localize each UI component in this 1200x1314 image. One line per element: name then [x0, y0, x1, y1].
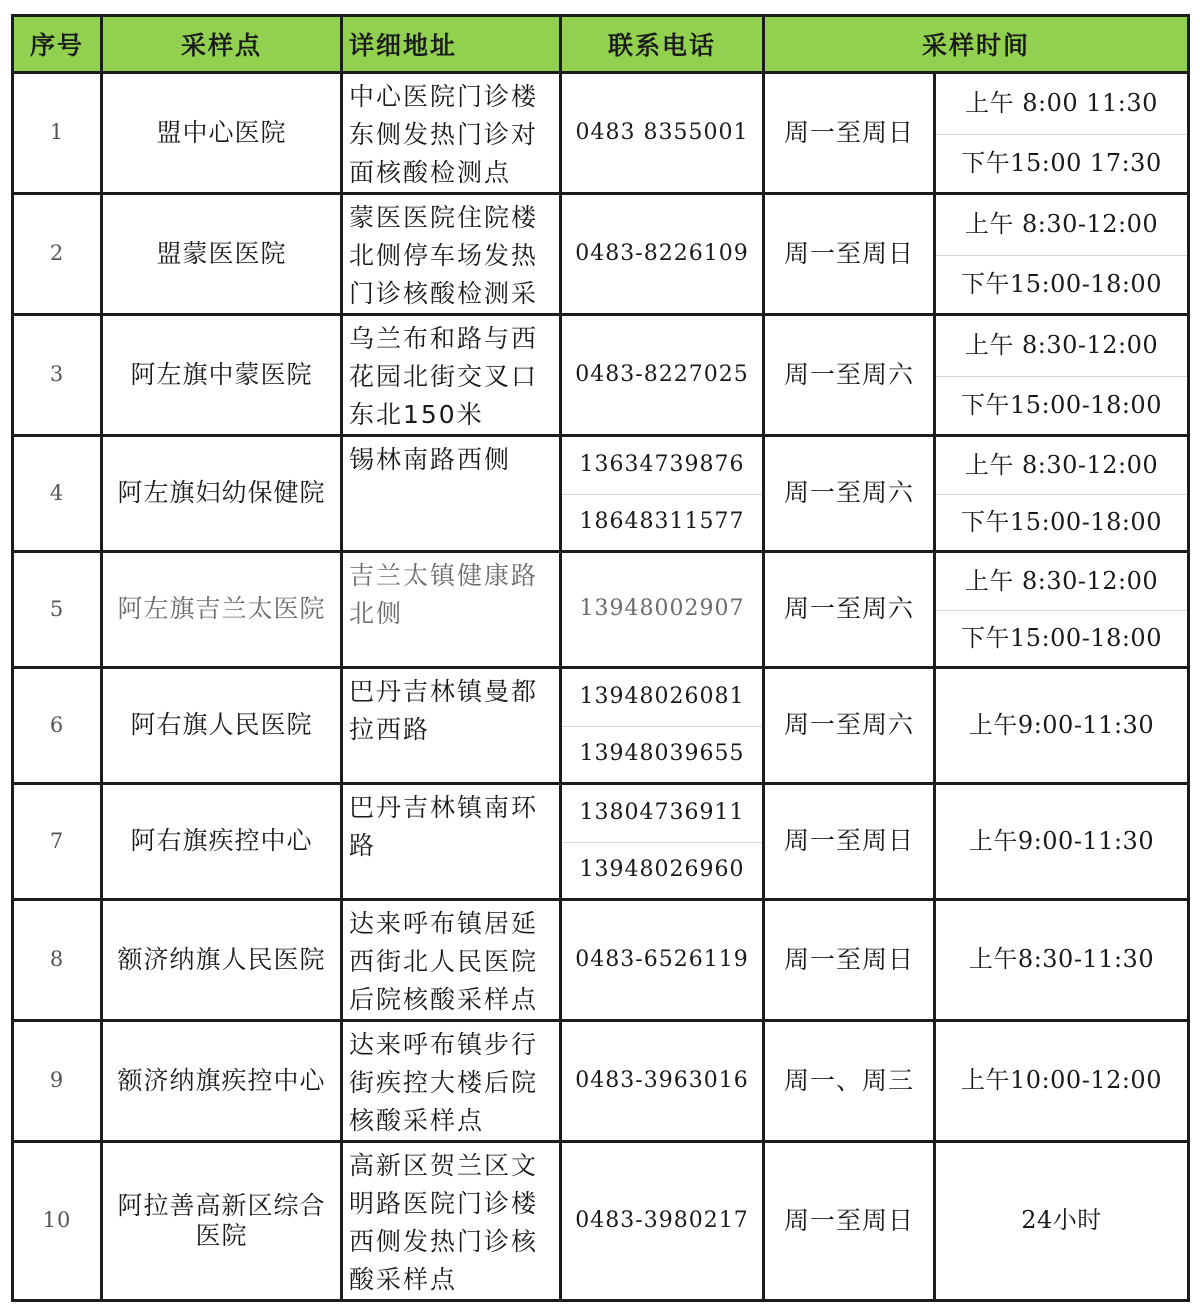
row-index: 4: [13, 436, 102, 552]
phone-number-secondary: 13948026960: [561, 843, 764, 900]
header-site: 采样点: [102, 16, 342, 73]
row-index: 9: [13, 1021, 102, 1142]
sampling-days: 周一至周六: [764, 315, 935, 436]
time-slot-afternoon: 下午15:00-18:00: [935, 495, 1189, 552]
site-address: 达来呼布镇步行街疾控大楼后院核酸采样点: [342, 1021, 561, 1142]
row-index: 5: [13, 552, 102, 668]
time-slot-afternoon: 下午15:00-18:00: [935, 376, 1189, 435]
time-slot-afternoon: 下午15:00-18:00: [935, 611, 1189, 668]
site-address: 蒙医医院住院楼北侧停车场发热门诊核酸检测采: [342, 194, 561, 315]
site-address: 巴丹吉林镇南环路: [342, 784, 561, 900]
row-index: 7: [13, 784, 102, 900]
header-index: 序号: [13, 16, 102, 73]
phone-number: 0483-6526119: [561, 900, 764, 1021]
sampling-days: 周一至周日: [764, 900, 935, 1021]
site-address: 乌兰布和路与西花园北街交叉口东北150米: [342, 315, 561, 436]
time-slot-morning: 上午8:30-11:30: [935, 900, 1189, 1021]
header-schedule: 采样时间: [764, 16, 1189, 73]
site-address: 巴丹吉林镇曼都拉西路: [342, 668, 561, 784]
row-index: 2: [13, 194, 102, 315]
site-address: 锡林南路西侧: [342, 436, 561, 552]
table-row: [13, 194, 1189, 256]
table-row: [13, 73, 1189, 135]
table-row: [13, 1142, 1189, 1301]
sampling-days: 周一至周六: [764, 436, 935, 552]
time-slot-morning: 上午 8:30-12:00: [935, 194, 1189, 256]
time-slot-afternoon: 下午15:00-18:00: [935, 255, 1189, 314]
phone-number: 0483-3980217: [561, 1142, 764, 1301]
sampling-days: 周一、周三: [764, 1021, 935, 1142]
phone-number-secondary: 13948039655: [561, 727, 764, 784]
phone-number: 0483 8355001: [561, 73, 764, 194]
row-index: 6: [13, 668, 102, 784]
sampling-days: 周一至周六: [764, 668, 935, 784]
table-row: [13, 552, 1189, 611]
row-index: 10: [13, 1142, 102, 1301]
row-index: 3: [13, 315, 102, 436]
table-row: [13, 668, 1189, 727]
sampling-days: 周一至周六: [764, 552, 935, 668]
sampling-sites-table: [11, 14, 1190, 1302]
table-row: [13, 315, 1189, 377]
site-name: 阿拉善高新区综合医院: [102, 1142, 342, 1301]
table-row: [13, 1021, 1189, 1142]
row-index: 1: [13, 73, 102, 194]
phone-number: 13804736911: [561, 784, 764, 843]
time-slot-morning: 上午9:00-11:30: [935, 784, 1189, 900]
time-slot-morning: 上午 8:00 11:30: [935, 73, 1189, 135]
site-name: 阿右旗人民医院: [102, 668, 342, 784]
site-address: 达来呼布镇居延西街北人民医院后院核酸采样点: [342, 900, 561, 1021]
phone-number: 13634739876: [561, 436, 764, 495]
site-address: 高新区贺兰区文明路医院门诊楼西侧发热门诊核酸采样点: [342, 1142, 561, 1301]
sampling-days: 周一至周日: [764, 1142, 935, 1301]
time-slot-morning: 上午9:00-11:30: [935, 668, 1189, 784]
phone-number: 0483-8227025: [561, 315, 764, 436]
table-row: [13, 900, 1189, 1021]
header-row: [13, 16, 1189, 73]
site-name: 盟中心医院: [102, 73, 342, 194]
site-name: 阿右旗疾控中心: [102, 784, 342, 900]
time-slot-morning: 上午 8:30-12:00: [935, 552, 1189, 611]
phone-number-secondary: 18648311577: [561, 495, 764, 552]
site-name: 额济纳旗人民医院: [102, 900, 342, 1021]
site-address: 吉兰太镇健康路北侧: [342, 552, 561, 668]
table-row: [13, 784, 1189, 843]
phone-number: 13948026081: [561, 668, 764, 727]
sampling-days: 周一至周日: [764, 784, 935, 900]
time-slot-afternoon: 下午15:00 17:30: [935, 134, 1189, 193]
site-name: 额济纳旗疾控中心: [102, 1021, 342, 1142]
row-index: 8: [13, 900, 102, 1021]
time-slot-morning: 上午10:00-12:00: [935, 1021, 1189, 1142]
site-address: 中心医院门诊楼东侧发热门诊对面核酸检测点: [342, 73, 561, 194]
site-name: 阿左旗妇幼保健院: [102, 436, 342, 552]
phone-number: 13948002907: [561, 552, 764, 668]
header-address: 详细地址: [342, 16, 561, 73]
phone-number: 0483-8226109: [561, 194, 764, 315]
time-slot-allday: 24小时: [935, 1142, 1189, 1301]
site-name: 盟蒙医医院: [102, 194, 342, 315]
site-name: 阿左旗中蒙医院: [102, 315, 342, 436]
sampling-days: 周一至周日: [764, 194, 935, 315]
site-name: 阿左旗吉兰太医院: [102, 552, 342, 668]
table-row: [13, 436, 1189, 495]
phone-number: 0483-3963016: [561, 1021, 764, 1142]
sampling-days: 周一至周日: [764, 73, 935, 194]
time-slot-morning: 上午 8:30-12:00: [935, 315, 1189, 377]
header-phone: 联系电话: [561, 16, 764, 73]
time-slot-morning: 上午 8:30-12:00: [935, 436, 1189, 495]
